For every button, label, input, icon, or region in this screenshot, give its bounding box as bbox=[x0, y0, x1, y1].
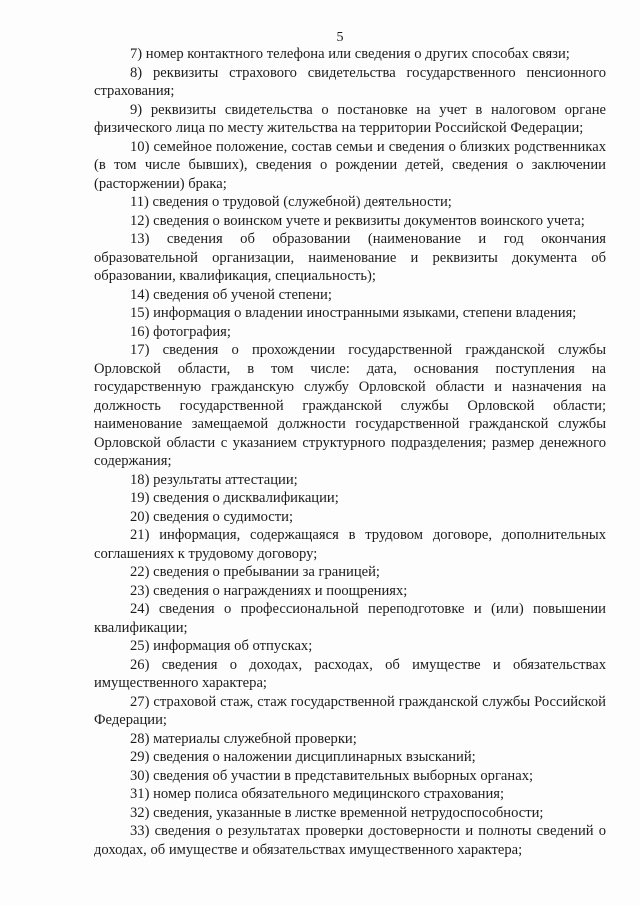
list-item: 8) реквизиты страхового свидетельства государственного пенсионного страхования; bbox=[94, 64, 606, 99]
list-item: 7) номер контактного телефона или сведения о других способах связи; bbox=[130, 46, 570, 62]
list-item: 18) результаты аттестации; bbox=[130, 471, 298, 488]
list-item: 10) семейное положение, состав семьи и сведения о близких родственниках (в том числе бывших), сведения о рождении детей, сведения о заключении (расторжении) брака; bbox=[94, 138, 606, 192]
list-item: 15) информация о владении иностранными языками, степени владения; bbox=[130, 305, 577, 321]
list-item: 16) фотография; bbox=[130, 323, 231, 340]
list-item: 29) сведения о наложении дисциплинарных взысканий; bbox=[130, 749, 476, 765]
list-item: 22) сведения о пребывании за границей; bbox=[130, 564, 380, 580]
list-item: 32) сведения, указанные в листке временной нетрудоспособности; bbox=[130, 804, 544, 821]
list-item: 9) реквизиты свидетельства о постановке на учет в налоговом органе физического лица по месту жительства на территории Российской Федерации; bbox=[94, 101, 606, 136]
list-item: 28) материалы служебной проверки; bbox=[130, 730, 357, 747]
list-item: 19) сведения о дисквалификации; bbox=[130, 490, 339, 506]
list-item: 14) сведения об ученой степени; bbox=[130, 286, 332, 303]
list-item: 31) номер полиса обязательного медицинского страхования; bbox=[130, 786, 505, 802]
list-item: 27) страховой стаж, стаж государственной гражданской службы Российской Федерации; bbox=[94, 693, 606, 728]
list-item: 13) сведения об образовании (наименование и год окончания образовательной организации, наименование и реквизиты документа об образовании, квалификация, специальность); bbox=[94, 231, 606, 284]
document-body bbox=[94, 45, 606, 859]
list-item: 26) сведения о доходах, расходах, об имуществе и обязательствах имущественного характера; bbox=[94, 656, 606, 691]
list-item: 24) сведения о профессиональной переподготовке и (или) повышении квалификации; bbox=[94, 601, 606, 636]
list-item: 21) информация, содержащаяся в трудовом договоре, дополнительных соглашениях к трудовому договору; bbox=[94, 527, 606, 562]
list-item: 11) сведения о трудовой (служебной) деятельности; bbox=[130, 194, 452, 210]
list-item: 12) сведения о воинском учете и реквизиты документов воинского учета; bbox=[130, 212, 585, 229]
page-number: 5 bbox=[336, 30, 344, 45]
list-item: 33) сведения о результатах проверки достоверности и полноты сведений о доходах, об имуществе и обязательствах имущественного характера; bbox=[94, 823, 606, 858]
list-item: 20) сведения о судимости; bbox=[130, 508, 294, 525]
list-item: 23) сведения о награждениях и поощрениях; bbox=[130, 582, 408, 599]
list-item: 25) информация об отпусках; bbox=[130, 638, 313, 654]
list-item: 17) сведения о прохождении государственной гражданской службы Орловской области, в том числе: дата, основания поступления на государственную гражданскую службу Орловской области и назначения на должность государственной гражданской службы Орловской области; наименование замещаемой должности государственной гражданской службы Орловской области с указанием структурного подразделения; размер денежного содержания; bbox=[94, 342, 606, 469]
list-item: 30) сведения об участии в представительных выборных органах; bbox=[130, 767, 534, 784]
